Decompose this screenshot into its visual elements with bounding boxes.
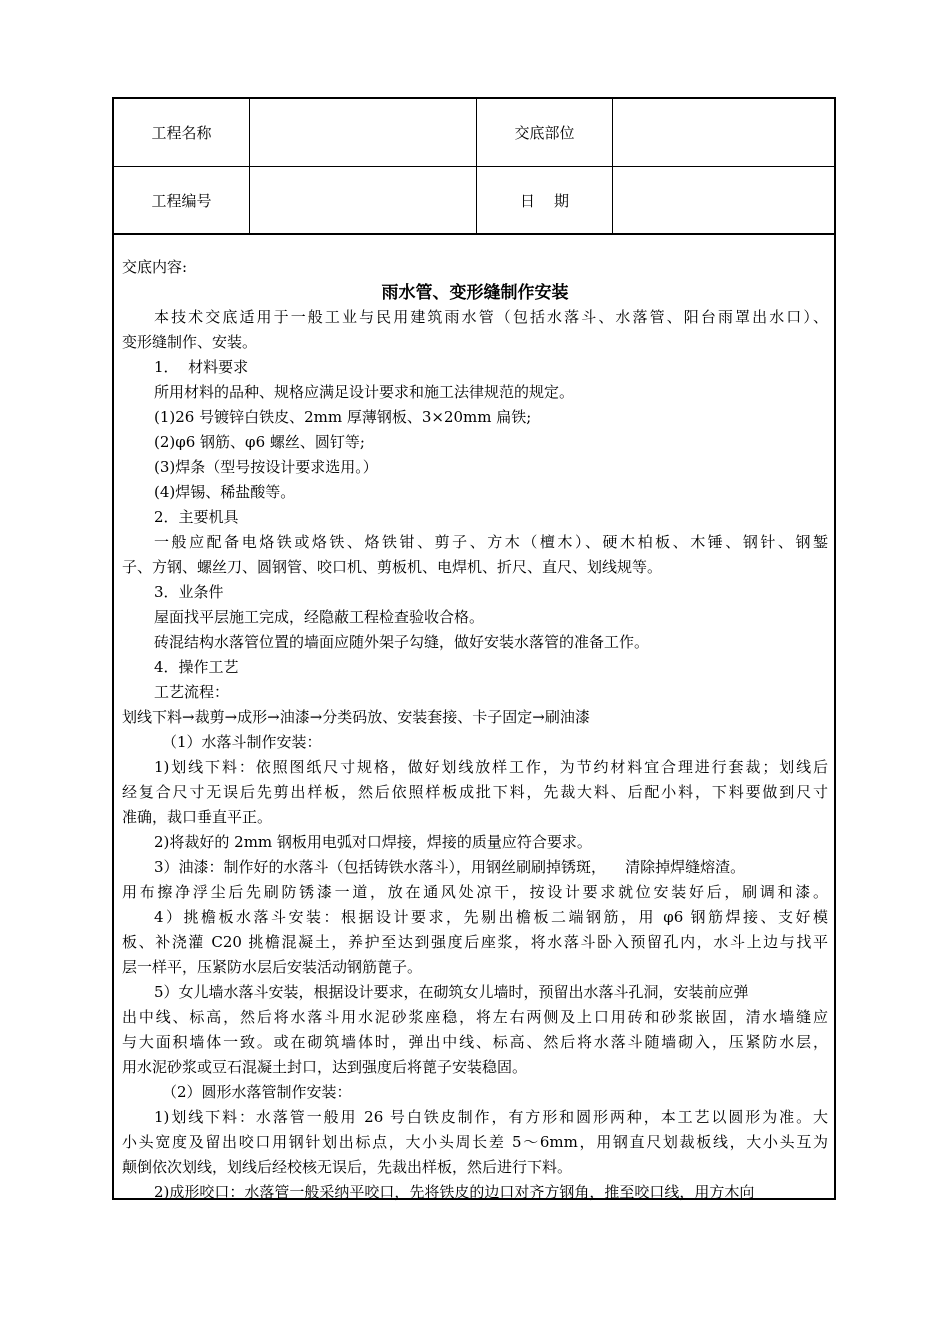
body-line: 2)将裁好的 2mm 钢板用电弧对口焊接，焊接的质量应符合要求。 [154,833,592,851]
disclosure-location-label: 交底部位 [477,99,613,166]
body-line: 砖混结构水落管位置的墙面应随外架子勾缝，做好安装水落管的准备工作。 [154,633,650,651]
body-line: 一般应配备电烙铁或烙铁、烙铁钳、剪子、方木（檀木）、硬木柏板、木锤、钢针、钢錾 [154,533,828,551]
disclosure-location-value [613,99,834,166]
project-number-label: 工程编号 [114,167,250,233]
body-line: 板、补浇灌 C20 挑檐混凝土，养护至达到强度后座浆，将水落斗卧入预留孔内，水斗上边与找平 [122,933,828,951]
body-line: 2)成形咬口：水落管一般采纳平咬口，先将铁皮的边口对齐方钢角，推至咬口线，用方木向 [154,1183,755,1201]
header-row-2 [114,167,834,235]
body-line: (2)φ6 钢筋、φ6 螺丝、圆钉等; [154,433,365,451]
disclosure-form [112,97,836,1200]
body-line: 颠倒依次划线，划线后经校核无误后，先裁出样板，然后进行下料。 [122,1158,573,1176]
body-line: 3．业条件 [154,583,224,601]
body-line: (1)26 号镀锌白铁皮、2mm 厚薄钢板、3×20mm 扁铁; [154,408,532,426]
date-label: 日 期 [477,167,613,233]
body-line: 子、方钢、螺丝刀、圆钢管、咬口机、剪板机、电焊机、折尺、直尺、划线规等。 [122,558,663,576]
body-line: 本技术交底适用于一般工业与民用建筑雨水管（包括水落斗、水落管、阳台雨罩出水口）、 [154,308,828,326]
body-line: (3)焊条（型号按设计要求选用。） [154,458,378,476]
project-name-value [250,99,477,166]
body-line: 4．操作工艺 [154,658,239,676]
body-line: 变形缝制作、安装。 [122,333,258,351]
body-line: 用布擦净浮尘后先刷防锈漆一道，放在通风处凉干，按设计要求就位安装好后，刷调和漆。 [122,883,828,901]
body-line: 1)划线下料：依照图纸尺寸规格，做好划线放样工作，为节约材料宜合理进行套裁；划线后 [154,758,828,776]
body-line: 1． 材料要求 [154,358,249,376]
body-line: 小头宽度及留出咬口用钢针划出标点，大小头周长差 5～6mm，用钢直尺划裁板线，大小头互为 [122,1133,828,1151]
body-line: 用水泥砂浆或豆石混凝土封口，达到强度后将蓖子安装稳固。 [122,1058,528,1076]
body-line: 出中线、标高，然后将水落斗用水泥砂浆座稳，将左右两侧及上口用砖和砂浆嵌固，清水墙缝应 [122,1008,828,1026]
date-value [613,167,834,233]
body-line: 1)划线下料：水落管一般用 26 号白铁皮制作，有方形和圆形两种，本工艺以圆形为准。大 [154,1108,828,1126]
body-line: 5）女儿墙水落斗安装，根据设计要求，在砌筑女儿墙时，预留出水落斗孔洞，安装前应弹 [154,983,749,1001]
project-name-label: 工程名称 [114,99,250,166]
body-line: 4）挑檐板水落斗安装：根据设计要求，先剔出檐板二端钢筋，用 φ6 钢筋焊接、支好模 [154,908,828,926]
body-line: （1）水落斗制作安装： [162,733,322,751]
body-line: 划线下料→裁剪→成形→油漆→分类码放、安装套接、卡子固定→刷油漆 [122,708,590,726]
body-line: 所用材料的品种、规格应满足设计要求和施工法律规范的规定。 [154,383,575,401]
body-line: (4)焊锡、稀盐酸等。 [154,483,296,501]
body-line: 屋面找平层施工完成，经隐蔽工程检查验收合格。 [154,608,485,626]
body-line: 2．主要机具 [154,508,239,526]
body-line: 工艺流程： [154,683,230,701]
body-line: 准确，裁口垂直平正。 [122,808,273,826]
content-intro-label: 交底内容: [122,258,188,276]
body-line: 3）油漆：制作好的水落斗（包括铸铁水落斗），用钢丝刷刷掉锈斑， 清除掉焊缝熔渣。 [154,858,746,876]
document-title: 雨水管、变形缝制作安装 [381,283,569,303]
body-line: 层一样平，压紧防水层后安装活动钢筋蓖子。 [122,958,423,976]
body-line: 与大面积墙体一致。或在砌筑墙体时，弹出中线、标高、然后将水落斗随墙砌入，压紧防水层， [122,1033,828,1051]
header-row-1 [114,99,834,167]
project-number-value [250,167,477,233]
body-line: 经复合尺寸无误后先剪出样板，然后依照样板成批下料，先裁大料、后配小料，下料要做到尺寸 [122,783,828,801]
body-line: （2）圆形水落管制作安装： [162,1083,352,1101]
